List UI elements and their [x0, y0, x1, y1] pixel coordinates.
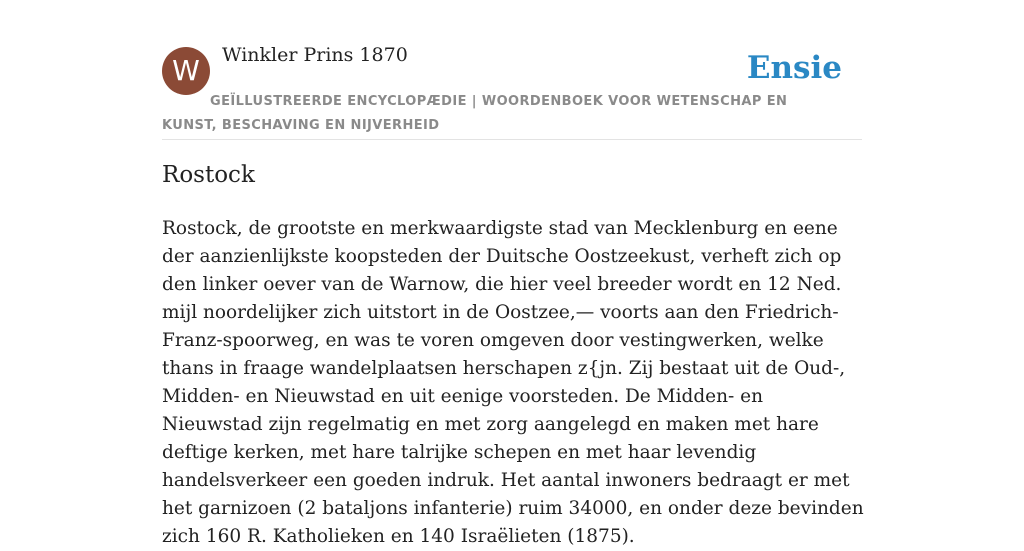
source-subtitle: GEÏLLUSTREERDE ENCYCLOPÆDIE | WOORDENBOEK VOOR WETENSCHAP EN KUNST, BESCHAVING EN NIJVERHEID — [162, 94, 788, 133]
source-title[interactable]: Winkler Prins 1870 — [222, 44, 408, 66]
page-title: Rostock — [162, 162, 255, 188]
header-divider — [162, 139, 862, 140]
article-body: Rostock, de grootste en merkwaardigste stad van Mecklenburg en eene der aanzienlijkste koopsteden der Duitsche Oostzeekust, verheft zich op den linker oever van de Warnow, die hier veel breeder wordt en 12 Ned. mijl noordelijker zich uitstort in de Oostzee,— voorts aan den Friedrich-Franz-spoorweg, en was te voren omgeven door vestingwerken, welke thans in fraage wandelplaatsen herschapen z{jn. Zij bestaat uit de Oud-, Midden- en Nieuwstad en uit eenige voorsteden. De Midden- en Nieuwstad zijn regelmatig en met zorg aangelegd en maken met hare deftige kerken, met hare talrijke schepen en met haar levendig handelsverkeer een goeden indruk. Het aantal inwoners bedraagt er met het garnizoen (2 bataljons infanterie) ruim 34000, en onder deze bevinden zich 160 R. Katholieken en 140 Israëlieten (1875). — [162, 218, 864, 547]
avatar[interactable]: W — [162, 47, 210, 95]
brand-logo[interactable]: Ensie — [746, 50, 842, 86]
